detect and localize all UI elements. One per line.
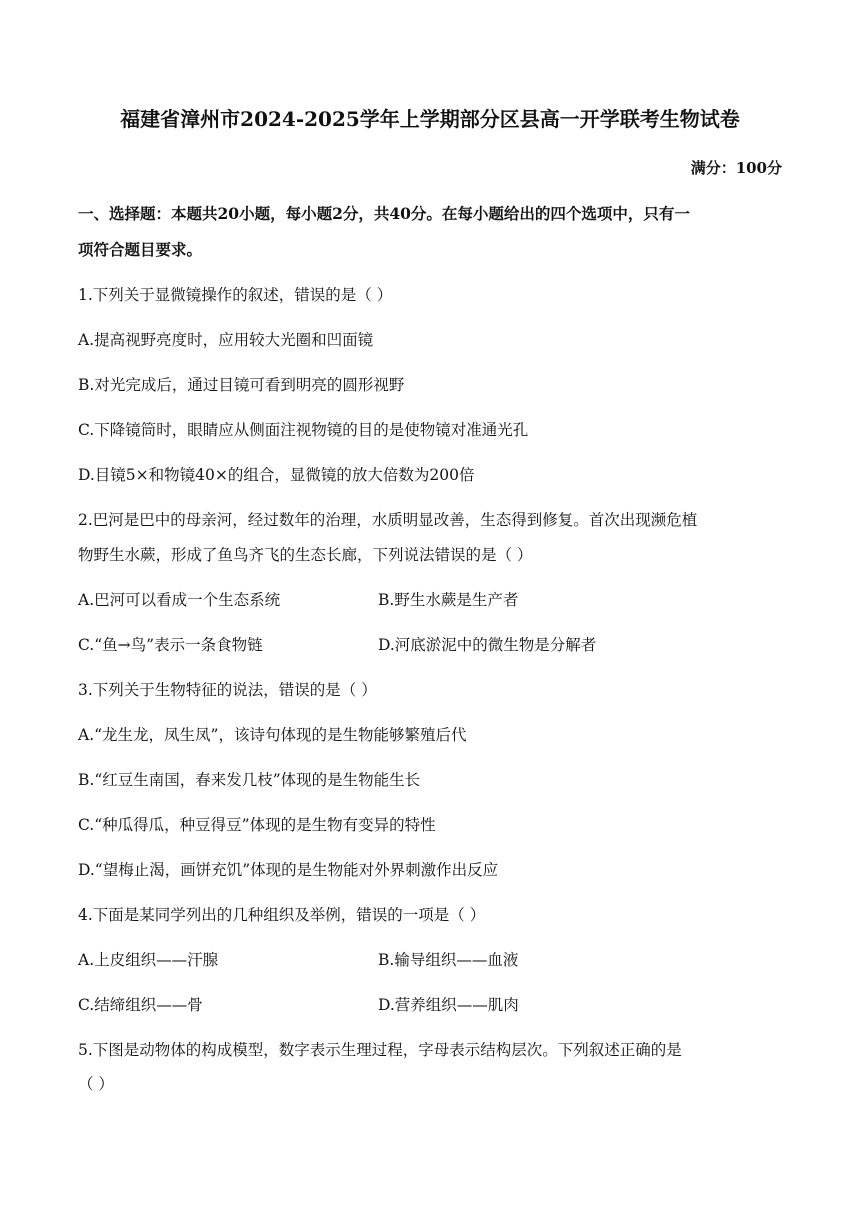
question-3-option-a: A.“龙生龙，凤生凤”，该诗句体现的是生物能够繁殖后代 (78, 726, 467, 744)
question-1-option-c: C.下降镜筒时，眼睛应从侧面注视物镜的目的是使物镜对准通光孔 (78, 421, 529, 439)
question-3-option-d: D.“望梅止渴，画饼充饥”体现的是生物能对外界刺激作出反应 (78, 861, 499, 879)
question-1-option-d: D.目镜5×和物镜40×的组合，显微镜的放大倍数为200倍 (78, 466, 475, 484)
section-heading-line-1: 一、选择题：本题共20小题，每小题2分，共40分。在每小题给出的四个选项中，只有一 (78, 204, 690, 223)
question-3-option-b: B.“红豆生南国，春来发几枝”体现的是生物能生长 (78, 771, 421, 789)
question-1-option-a: A.提高视野亮度时，应用较大光圈和凹面镜 (78, 331, 374, 349)
question-2-stem-line-1: 2.巴河是巴中的母亲河，经过数年的治理，水质明显改善，生态得到修复。首次出现濒危植 (78, 511, 698, 529)
question-5-stem-line-2: （ ） (78, 1075, 114, 1093)
question-3-stem: 3.下列关于生物特征的说法，错误的是（ ） (78, 681, 377, 699)
question-4-option-a: A.上皮组织——汗腺 (78, 951, 219, 969)
question-2-option-d: D.河底淤泥中的微生物是分解者 (378, 636, 597, 654)
question-2-option-c: C.“鱼→鸟”表示一条食物链 (78, 636, 263, 654)
question-4-stem: 4.下面是某同学列出的几种组织及举例，错误的一项是（ ） (78, 906, 486, 924)
question-3-option-c: C.“种瓜得瓜，种豆得豆”体现的是生物有变异的特性 (78, 816, 436, 834)
question-1-stem: 1.下列关于显微镜操作的叙述，错误的是（ ） (78, 286, 393, 304)
question-2-stem-line-2: 物野生水蕨，形成了鱼鸟齐飞的生态长廊，下列说法错误的是（ ） (78, 546, 533, 564)
question-2-option-a: A.巴河可以看成一个生态系统 (78, 591, 281, 609)
question-1-option-b: B.对光完成后，通过目镜可看到明亮的圆形视野 (78, 376, 405, 394)
question-4-option-d: D.营养组织——肌肉 (378, 996, 519, 1014)
question-4-option-b: B.输导组织——血液 (378, 951, 519, 969)
full-score-label: 满分：100分 (690, 159, 782, 177)
question-5-stem-line-1: 5.下图是动物体的构成模型，数字表示生理过程，字母表示结构层次。下列叙述正确的是 (78, 1041, 682, 1059)
question-2-option-b: B.野生水蕨是生产者 (378, 591, 519, 609)
question-4-option-c: C.结缔组织——骨 (78, 996, 203, 1014)
page-title: 福建省漳州市2024-2025学年上学期部分区县高一开学联考生物试卷 (120, 107, 740, 131)
section-heading-line-2: 项符合题目要求。 (78, 240, 203, 259)
